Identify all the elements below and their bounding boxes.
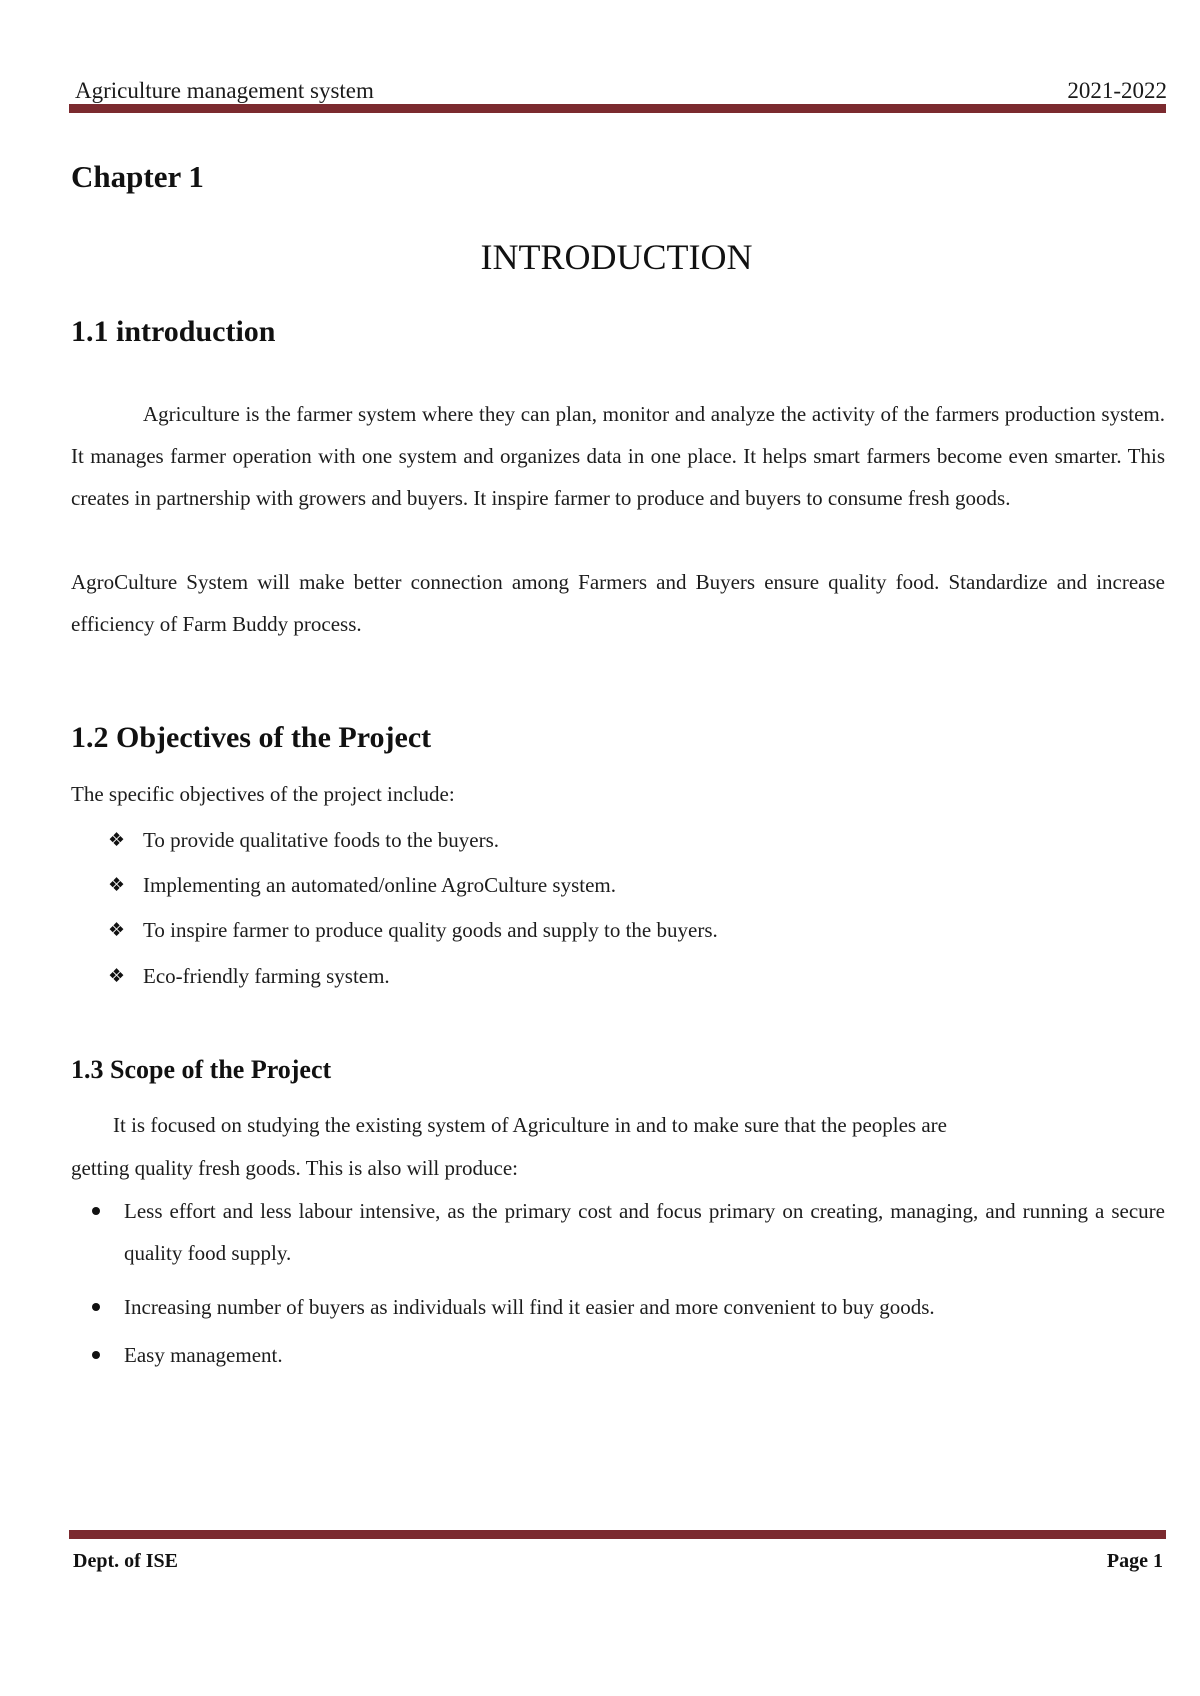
header-rule: [69, 104, 1166, 113]
section-1-2-intro: The specific objectives of the project include:: [71, 782, 455, 806]
page-title: INTRODUCTION: [480, 237, 753, 277]
section-1-3-heading: 1.3 Scope of the Project: [71, 1055, 332, 1084]
list-item-text: Eco-friendly farming system.: [143, 964, 390, 988]
filled-circle-icon: [92, 1207, 100, 1215]
header-title: Agriculture management system: [75, 78, 374, 103]
footer-page-number: Page 1: [1106, 1550, 1163, 1572]
section-1-1-heading: 1.1 introduction: [71, 315, 276, 348]
footer-department: Dept. of ISE: [73, 1550, 179, 1572]
list-item: [0, 825, 1200, 855]
section-1-1-paragraph-1-text: Agriculture is the farmer system where they can plan, monitor and analyze the activity of the farmers production system. It manages farmer operation with one system and organizes data in one place. It helps smart farmers become even smarter. This creates in partnership with growers and buyers. It inspire farmer to produce and buyers to consume fresh goods.: [71, 402, 1165, 510]
list-item-text: Increasing number of buyers as individuals will find it easier and more convenient to buy goods.: [124, 1295, 935, 1319]
section-1-1-paragraph-1: [71, 393, 1165, 519]
section-1-1-paragraph-2: AgroCulture System will make better connection among Farmers and Buyers ensure quality food. Standardize and increase efficiency of Farm Buddy process.: [71, 570, 1165, 636]
section-1-2-heading: 1.2 Objectives of the Project: [71, 721, 432, 754]
filled-circle-icon: [92, 1303, 100, 1311]
section-1-3-intro-line-1: It is focused on studying the existing system of Agriculture in and to make sure that the peoples are: [113, 1113, 947, 1137]
list-item: [0, 1334, 1200, 1376]
list-item-text: Less effort and less labour intensive, as the primary cost and focus primary on creating, managing, and running a secure quality food supply.: [124, 1199, 1165, 1265]
list-item-text: To inspire farmer to produce quality goods and supply to the buyers.: [143, 918, 718, 942]
list-item: [0, 961, 1200, 991]
filled-circle-icon: [92, 1351, 100, 1359]
four-diamond-icon: ❖: [108, 919, 126, 941]
footer-rule: [69, 1530, 1166, 1539]
list-item-text: To provide qualitative foods to the buyers.: [143, 828, 500, 852]
four-diamond-icon: ❖: [108, 874, 126, 896]
four-diamond-icon: ❖: [108, 829, 126, 851]
header-year: 2021-2022: [1067, 78, 1167, 103]
list-item: [0, 870, 1200, 900]
list-item: [0, 1190, 1200, 1280]
chapter-label: Chapter 1: [71, 159, 204, 194]
list-item: [0, 1286, 1200, 1328]
four-diamond-icon: ❖: [108, 965, 126, 987]
list-item: [0, 915, 1200, 945]
section-1-3-intro-line-2: getting quality fresh goods. This is also will produce:: [71, 1156, 518, 1180]
list-item-text: Implementing an automated/online AgroCulture system.: [143, 873, 616, 897]
list-item-text: Easy management.: [124, 1343, 283, 1367]
